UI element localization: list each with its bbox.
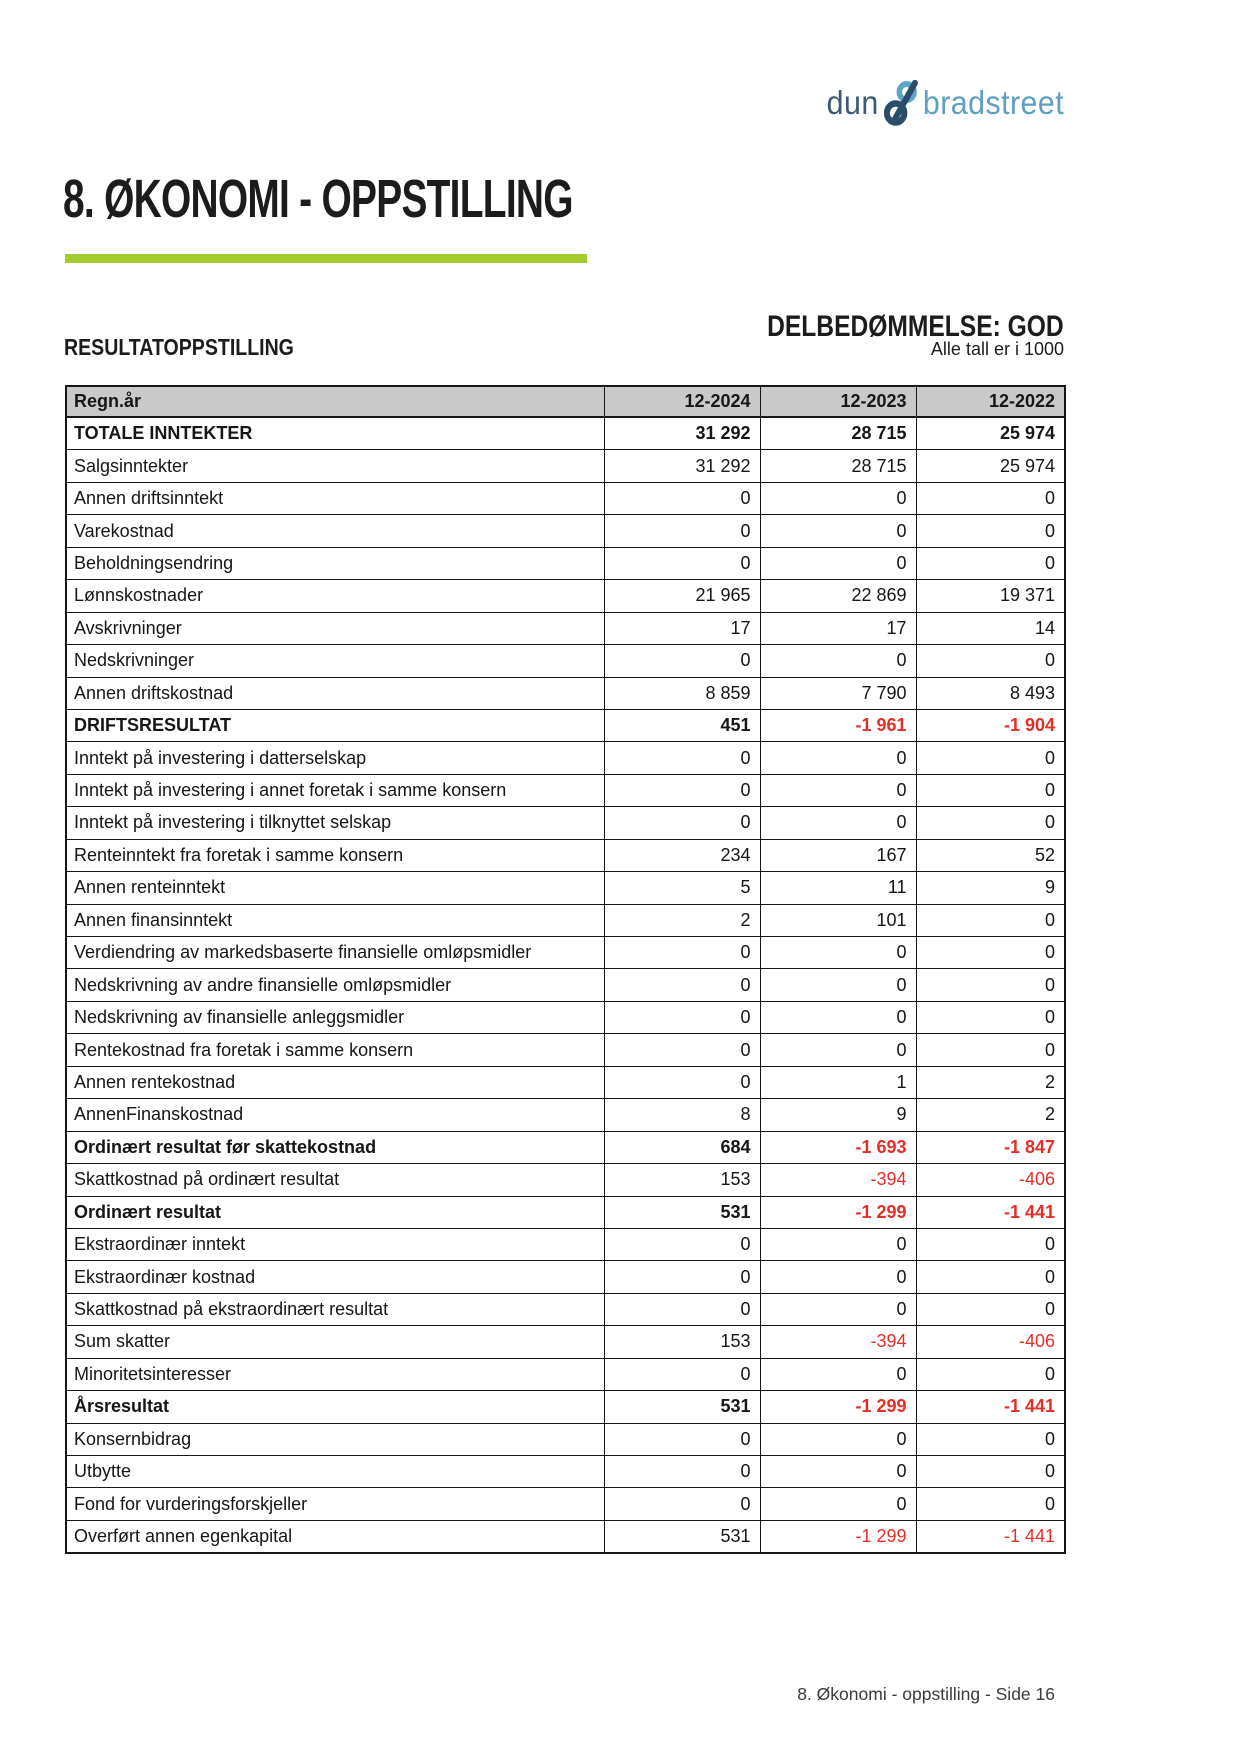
column-header-label: Regn.år (66, 386, 604, 417)
row-value: 0 (760, 515, 916, 547)
row-value: 0 (760, 645, 916, 677)
row-label: Årsresultat (66, 1391, 604, 1423)
row-label: Utbytte (66, 1456, 604, 1488)
row-value: 0 (760, 742, 916, 774)
row-value: 531 (604, 1520, 760, 1553)
row-value: 167 (760, 839, 916, 871)
row-value: 28 715 (760, 417, 916, 450)
row-value: 0 (760, 547, 916, 579)
row-value: 25 974 (916, 450, 1065, 482)
row-value: 0 (604, 1488, 760, 1520)
table-row (66, 417, 1065, 450)
table-row (66, 1520, 1065, 1553)
row-label: Inntekt på investering i annet foretak i samme konsern (66, 774, 604, 806)
table-row (66, 1326, 1065, 1358)
table-row (66, 1261, 1065, 1293)
row-value: 153 (604, 1326, 760, 1358)
row-value: 153 (604, 1164, 760, 1196)
row-value: -1 441 (916, 1520, 1065, 1553)
table-section-title: RESULTATOPPSTILLING (64, 334, 294, 360)
row-label: Ordinært resultat før skattekostnad (66, 1131, 604, 1163)
row-value: 8 493 (916, 677, 1065, 709)
table-row (66, 807, 1065, 839)
row-value: 0 (916, 742, 1065, 774)
row-value: 21 965 (604, 580, 760, 612)
table-row (66, 677, 1065, 709)
row-value: 5 (604, 872, 760, 904)
row-value: 0 (760, 807, 916, 839)
row-value: 0 (604, 1066, 760, 1098)
row-value: 0 (760, 1034, 916, 1066)
row-value: -1 299 (760, 1520, 916, 1553)
table-row (66, 547, 1065, 579)
logo-text-dun: dun (826, 84, 879, 121)
row-value: 0 (760, 482, 916, 514)
row-label: Avskrivninger (66, 612, 604, 644)
table-row (66, 1358, 1065, 1390)
row-value: 17 (604, 612, 760, 644)
ampersand-logo-icon (881, 80, 920, 126)
table-row (66, 1456, 1065, 1488)
row-value: 0 (604, 515, 760, 547)
row-value: 0 (760, 1423, 916, 1455)
table-row (66, 1066, 1065, 1098)
row-value: 22 869 (760, 580, 916, 612)
row-value: 0 (604, 482, 760, 514)
row-value: 0 (760, 937, 916, 969)
row-value: 2 (916, 1066, 1065, 1098)
table-body (66, 417, 1065, 1553)
table-row (66, 839, 1065, 871)
row-value: 31 292 (604, 450, 760, 482)
row-value: 0 (760, 1488, 916, 1520)
row-value: 0 (916, 547, 1065, 579)
row-value: 0 (604, 1001, 760, 1033)
row-label: Fond for vurderingsforskjeller (66, 1488, 604, 1520)
row-label: Beholdningsendring (66, 547, 604, 579)
row-value: -1 441 (916, 1196, 1065, 1228)
row-value: 28 715 (760, 450, 916, 482)
row-label: Salgsinntekter (66, 450, 604, 482)
row-label: Nedskrivninger (66, 645, 604, 677)
column-header-year-2022: 12-2022 (916, 386, 1065, 417)
row-value: 0 (604, 1358, 760, 1390)
table-row (66, 904, 1065, 936)
assessment-heading: DELBEDØMMELSE: GOD (767, 310, 1064, 343)
row-label: Nedskrivning av finansielle anleggsmidler (66, 1001, 604, 1033)
row-value: 451 (604, 709, 760, 741)
row-value: 101 (760, 904, 916, 936)
row-label: Lønnskostnader (66, 580, 604, 612)
row-value: 531 (604, 1196, 760, 1228)
table-row (66, 580, 1065, 612)
row-label: Konsernbidrag (66, 1423, 604, 1455)
row-label: Skattkostnad på ordinært resultat (66, 1164, 604, 1196)
brand-logo (826, 80, 1064, 126)
row-value: 0 (760, 969, 916, 1001)
table-row (66, 1164, 1065, 1196)
row-value: 2 (604, 904, 760, 936)
row-value: 0 (604, 1293, 760, 1325)
row-label: Varekostnad (66, 515, 604, 547)
table-row (66, 1131, 1065, 1163)
table-row (66, 872, 1065, 904)
table-row (66, 645, 1065, 677)
row-value: 9 (760, 1099, 916, 1131)
row-value: 0 (916, 807, 1065, 839)
row-value: 0 (760, 1228, 916, 1260)
row-label: Overført annen egenkapital (66, 1520, 604, 1553)
row-label: Minoritetsinteresser (66, 1358, 604, 1390)
row-value: 25 974 (916, 417, 1065, 450)
row-value: -1 693 (760, 1131, 916, 1163)
row-label: Rentekostnad fra foretak i samme konsern (66, 1034, 604, 1066)
row-value: 1 (760, 1066, 916, 1098)
row-value: 0 (760, 1456, 916, 1488)
column-header-year-2023: 12-2023 (760, 386, 916, 417)
row-value: 0 (604, 547, 760, 579)
logo-text-bradstreet: bradstreet (922, 84, 1064, 121)
row-value: 2 (916, 1099, 1065, 1131)
row-label: Nedskrivning av andre finansielle omløpsmidler (66, 969, 604, 1001)
row-label: TOTALE INNTEKTER (66, 417, 604, 450)
row-value: 0 (604, 1034, 760, 1066)
row-label: Verdiendring av markedsbaserte finansielle omløpsmidler (66, 937, 604, 969)
row-value: -1 904 (916, 709, 1065, 741)
row-label: Ekstraordinær kostnad (66, 1261, 604, 1293)
row-label: DRIFTSRESULTAT (66, 709, 604, 741)
row-value: 531 (604, 1391, 760, 1423)
row-label: Ordinært resultat (66, 1196, 604, 1228)
table-row (66, 1034, 1065, 1066)
table-row (66, 1001, 1065, 1033)
row-value: 0 (916, 969, 1065, 1001)
row-value: 0 (604, 645, 760, 677)
table-row (66, 450, 1065, 482)
table-row (66, 1293, 1065, 1325)
row-value: 0 (916, 1423, 1065, 1455)
table-row (66, 1423, 1065, 1455)
row-value: 8 859 (604, 677, 760, 709)
row-value: -406 (916, 1164, 1065, 1196)
row-value: 0 (916, 1456, 1065, 1488)
row-value: 0 (604, 937, 760, 969)
row-label: Annen finansinntekt (66, 904, 604, 936)
row-value: 0 (760, 774, 916, 806)
row-value: 11 (760, 872, 916, 904)
row-value: 17 (760, 612, 916, 644)
row-label: Annen rentekostnad (66, 1066, 604, 1098)
row-value: 0 (916, 1293, 1065, 1325)
row-label: Sum skatter (66, 1326, 604, 1358)
row-value: 9 (916, 872, 1065, 904)
row-value: 7 790 (760, 677, 916, 709)
row-value: 0 (760, 1358, 916, 1390)
table-row (66, 742, 1065, 774)
row-value: 0 (604, 1456, 760, 1488)
row-value: 14 (916, 612, 1065, 644)
row-label: Annen driftsinntekt (66, 482, 604, 514)
income-statement-table (65, 385, 1064, 1554)
row-label: Skattkostnad på ekstraordinært resultat (66, 1293, 604, 1325)
row-value: 0 (604, 807, 760, 839)
table-row (66, 1196, 1065, 1228)
row-value: -1 299 (760, 1196, 916, 1228)
row-label: AnnenFinanskostnad (66, 1099, 604, 1131)
footer-page-label: 8. Økonomi - oppstilling - Side 16 (797, 1684, 1055, 1704)
row-value: 0 (760, 1261, 916, 1293)
table-row (66, 1488, 1065, 1520)
table-row (66, 774, 1065, 806)
row-value: 0 (916, 774, 1065, 806)
table-row (66, 515, 1065, 547)
row-value: 0 (916, 904, 1065, 936)
row-value: 52 (916, 839, 1065, 871)
table-row (66, 937, 1065, 969)
row-label: Annen renteinntekt (66, 872, 604, 904)
row-value: 0 (604, 1228, 760, 1260)
row-value: 0 (604, 742, 760, 774)
row-value: 0 (604, 1261, 760, 1293)
row-value: 0 (604, 1423, 760, 1455)
row-value: -394 (760, 1326, 916, 1358)
row-value: 0 (916, 482, 1065, 514)
row-value: 0 (760, 1001, 916, 1033)
row-value: 0 (604, 969, 760, 1001)
table-row (66, 1391, 1065, 1423)
row-value: 0 (916, 1358, 1065, 1390)
row-value: 0 (760, 1293, 916, 1325)
row-value: 0 (916, 515, 1065, 547)
row-value: 0 (916, 1228, 1065, 1260)
table-row (66, 612, 1065, 644)
row-label: Renteinntekt fra foretak i samme konsern (66, 839, 604, 871)
row-value: 0 (916, 1488, 1065, 1520)
row-value: -1 441 (916, 1391, 1065, 1423)
row-value: 0 (916, 1261, 1065, 1293)
table-row (66, 1099, 1065, 1131)
accent-underline (65, 254, 587, 263)
row-value: -1 961 (760, 709, 916, 741)
unit-note: Alle tall er i 1000 (930, 339, 1064, 359)
row-value: 8 (604, 1099, 760, 1131)
row-value: 234 (604, 839, 760, 871)
table-row (66, 709, 1065, 741)
row-value: 0 (916, 937, 1065, 969)
row-value: -1 299 (760, 1391, 916, 1423)
table-row (66, 1228, 1065, 1260)
row-value: 31 292 (604, 417, 760, 450)
row-value: 0 (604, 774, 760, 806)
row-label: Inntekt på investering i datterselskap (66, 742, 604, 774)
row-value: 0 (916, 645, 1065, 677)
table-header-row (66, 386, 1065, 417)
page-title: 8. ØKONOMI - OPPSTILLING (63, 169, 573, 229)
table-row (66, 969, 1065, 1001)
table-row (66, 482, 1065, 514)
row-value: 0 (916, 1034, 1065, 1066)
row-value: -406 (916, 1326, 1065, 1358)
row-value: 684 (604, 1131, 760, 1163)
row-label: Annen driftskostnad (66, 677, 604, 709)
column-header-year-2024: 12-2024 (604, 386, 760, 417)
row-label: Ekstraordinær inntekt (66, 1228, 604, 1260)
row-value: 19 371 (916, 580, 1065, 612)
row-label: Inntekt på investering i tilknyttet selskap (66, 807, 604, 839)
row-value: 0 (916, 1001, 1065, 1033)
row-value: -394 (760, 1164, 916, 1196)
row-value: -1 847 (916, 1131, 1065, 1163)
